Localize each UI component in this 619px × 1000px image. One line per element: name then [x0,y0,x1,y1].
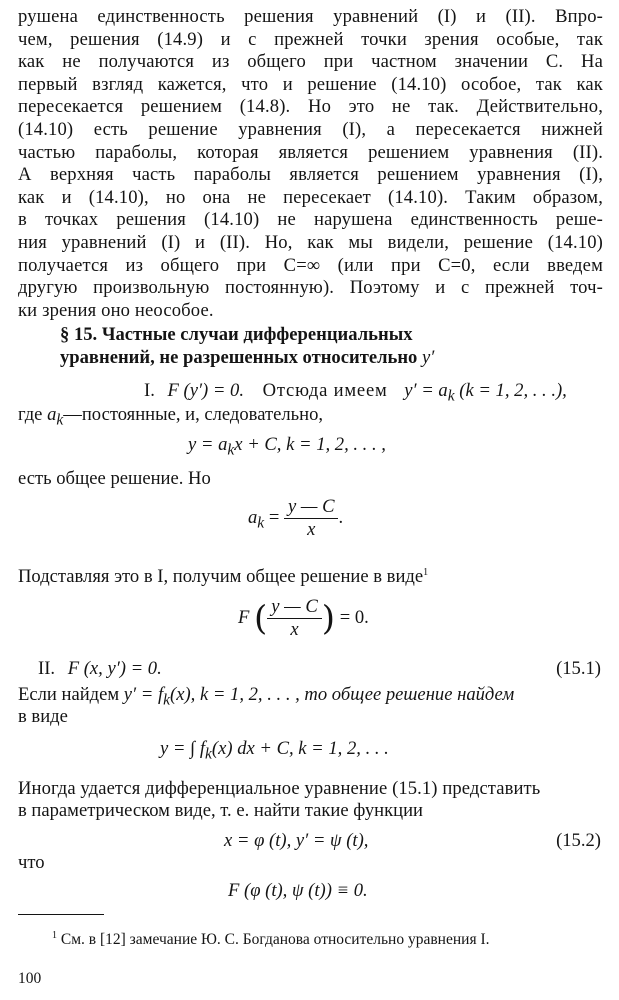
footnote: $^1$ См. в [12] замечание Ю. С. Богданова относительно уравнения I. [52,930,490,949]
text-line: первый взгляд кажется, что и решение (14.10) особое, так как [18,73,603,95]
text-line: другую произвольную постоянную). Поэтому и с прежней точ- [18,277,603,299]
text-line: в точках решения (14.10) не нарушена единственность реше- [18,209,603,231]
case-2-line: II. F (x, y′) = 0. [38,658,162,679]
text-line: как не получаются из общего при частном значении C. На [18,51,603,73]
heading-line-1: § 15. Частные случаи дифференциальных [60,324,413,345]
integral-equation: y = ∫ $f_k(x)$ dx + C, k = 1, 2, . . . [160,738,389,763]
text-line: как и (14.10), но она не пересекает (14.10). Таким образом, [18,186,603,208]
text-line: ния уравнений (I) и (II). Но, как мы видели, решение (14.10) [18,231,603,253]
text-line: получается из общего при C=∞ (или при C=0, если введем [18,254,603,276]
text-line: частью параболы, которая является решением уравнения (II). [18,141,603,163]
footnote-divider [18,914,104,915]
general-solution-F: F ( $\frac{y — C}{x}$ ) = 0. [238,596,369,640]
identity-equation: F (φ (t), ψ (t)) ≡ 0. [228,880,368,901]
top-paragraph [18,6,603,322]
general-solution-text: есть общее решение. Но [18,468,211,489]
case-1-line: I. F (y′) = 0. Отсюда имеем $y' = a_k$ (k = 1, 2, . . .), [144,380,567,405]
case-2-text-1: Если найдем $y' = f_k(x)$, k = 1, 2, . . . , то общее решение найдем [18,684,515,709]
fraction: $\frac{y — C}{x}$ [284,496,338,541]
parametric-equation: x = φ (t), y′ = ψ (t), [224,830,369,851]
text-line: (14.10) есть решение уравнения (I), а пересекается нижней [18,118,603,140]
heading-line-2: уравнений, не разрешенных относительно y′ [60,347,435,368]
that-text: что [18,852,45,873]
text-line: пересекается решением (14.8). Но это не так. Действительно, [18,96,603,118]
page-number: 100 [18,970,42,987]
footnote-ref: 1 [423,566,429,578]
parametric-text-1: Иногда удается дифференциальное уравнение (15.1) представить [18,778,541,799]
text-line: чем, решения (14.9) и с прежней точки зрения особые, так [18,28,603,50]
text-line: А верхняя часть параболы является решением уравнения (I), [18,164,603,186]
ak-fraction-equation: $a_k$ = $\frac{y — C}{x}$ . [248,496,344,540]
case-1-line-2: где $a_k—постоянные$, и, следовательно, [18,404,324,429]
equation-number-15-2: (15.2) [556,830,601,851]
general-solution-equation: $y = a_kx + C$, k = 1, 2, . . . , [188,434,386,459]
fraction: $\frac{y — C}{x}$ [267,596,321,641]
text-line: ки зрения оно неособое. [18,299,214,321]
parametric-text-2: в параметрическом виде, т. е. найти такие функции [18,800,423,821]
text-line: рушена единственность решения уравнений (I) и (II). Впро- [18,6,603,27]
case-2-text-2: в виде [18,706,68,727]
substitution-text: Подставляя это в I, получим общее решение в виде$^1$ [18,566,429,587]
equation-number-15-1: (15.1) [556,658,601,679]
section-heading [60,323,560,369]
